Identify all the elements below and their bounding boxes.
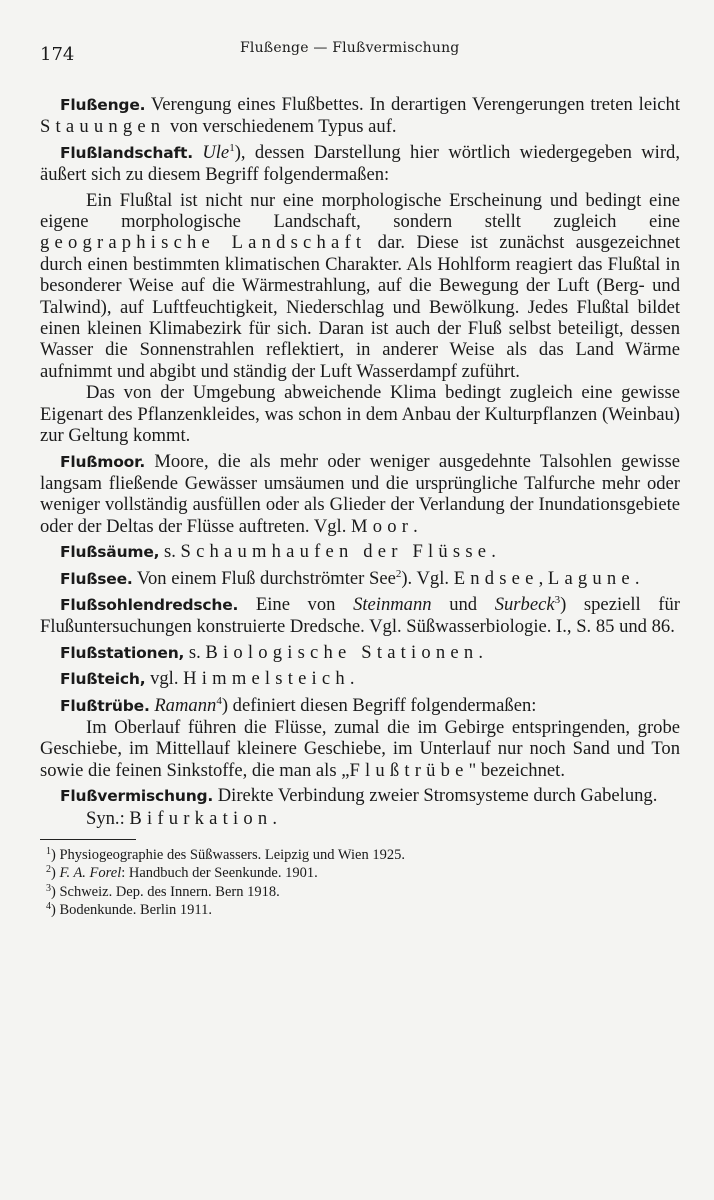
entry-term: Flußmoor. xyxy=(60,452,146,471)
footnote: $^2$) F. A. Forel: Handbuch der Seenkunde. 1901. xyxy=(46,864,318,882)
entry-term: Flußsäume, xyxy=(60,543,160,562)
author-name: Steinmann xyxy=(353,593,432,615)
footnote-ref: 4 xyxy=(216,694,222,707)
page-number: 174 xyxy=(40,44,75,65)
entry-term: Flußsohlendredsche. xyxy=(60,595,239,614)
entry-flussmoor: Flußmoor. Moore, die als mehr oder weniger ausgedehnte Talsohlen gewisse langsam fließende Gewässer umsäumen und die ursprüngliche Talfurche mehr oder weniger vollständig ausfüllen oder als Glieder der Verlandung der Inundationsgebiete oder der Deltas der Flüsse auftreten. Vgl. Moor. xyxy=(40,450,680,537)
running-title: Flußenge — Flußvermischung xyxy=(240,40,460,56)
author-name: Surbeck xyxy=(494,593,555,615)
footnote: $^4$) Bodenkunde. Berlin 1911. xyxy=(46,901,212,919)
entry-flusssaeume: Flußsäume, s. Schaumhaufen der Flüsse. xyxy=(60,541,496,563)
author-name: Ule xyxy=(202,141,230,163)
entry-flusssee: Flußsee. Von einem Fluß durchströmter See$^2$). Vgl. Endsee, Lagune. xyxy=(60,567,640,589)
entry-flussvermischung: Flußvermischung. Direkte Verbindung zweier Stromsysteme durch Gabelung. xyxy=(60,785,658,807)
entry-flusssohlendredsche: Flußsohlendredsche. Eine von Steinmann und Surbeck$^3$) speziell für Flußuntersuchungen konstruierte Dredsche. Vgl. Süßwasserbiologie. I., S. 85 und 86. xyxy=(40,593,680,638)
footnote-ref: 1 xyxy=(229,141,235,154)
entry-term: Flußtrübe. xyxy=(60,696,150,715)
quote-paragraph: Das von der Umgebung abweichende Klima bedingt zugleich eine gewisse Eigenart des Pflanzenkleides, was schon in dem Anbau der Kulturpflanzen (Weinbau) zur Geltung kommt. xyxy=(40,382,680,447)
entry-term: Flußstationen, xyxy=(60,643,185,662)
footnotes xyxy=(40,846,680,920)
quote-paragraph: Ein Flußtal ist nicht nur eine morphologische Erscheinung und bedingt eine eigene morphologische Landschaft, sondern stellt zugleich eine geographische Landschaft dar. Diese ist zunächst ausgezeichnet durch einen bestimmten klimatischen Charakter. Als Hohlform reagiert das Flußtal in besonderer Weise auf die Wärmestrahlung, auf die Bewegung der Luft (Berg- und Talwind), auf Luftfeuchtigkeit, Niederschlag und Bewölkung. Jedes Flußtal bildet einen kleinen Klimabezirk für sich. Daran ist auch der Fluß selbst beteiligt, dessen Wasser die Sonnenstrahlen reflektiert, in anderer Weise als das Land Wärme aufnimmt und abgibt und ständig der Luft Wasserdampf zuführt. xyxy=(40,189,680,382)
synonym-line: Syn.: Bifurkation. xyxy=(86,807,277,829)
footnote: $^3$) Schweiz. Dep. des Innern. Bern 1918. xyxy=(46,882,280,900)
entry-term: Flußsee. xyxy=(60,569,133,588)
footnote-ref: 2 xyxy=(395,567,402,580)
running-head xyxy=(40,38,680,68)
entry-flussenge: Flußenge. Verengung eines Flußbettes. In derartigen Verengerungen treten leicht Stauungen von verschiedenem Typus auf. xyxy=(40,94,680,138)
footnote-divider xyxy=(40,839,136,840)
author-name: Ramann xyxy=(154,694,217,716)
quote-paragraph: Im Oberlauf führen die Flüsse, zumal die im Gebirge entspringenden, grobe Geschiebe, im Mittellauf kleinere Geschiebe, im Unterlauf nur noch Sand und Ton sowie die feinen Sinkstoffe, die man als „Flußtrübe" bezeichnet. xyxy=(40,716,680,781)
entry-flusslandschaft: Flußlandschaft. Ule$^1$), dessen Darstellung hier wörtlich wiedergegeben wird, äußert sich zu diesem Begriff folgendermaßen: xyxy=(40,141,680,186)
entry-term: Flußlandschaft. xyxy=(60,143,193,162)
entry-flussteich: Flußteich, vgl. Himmelsteich. xyxy=(60,668,355,690)
entry-flusstruebe: Flußtrübe. Ramann$^4$) definiert diesen Begriff folgendermaßen: xyxy=(60,694,537,716)
entry-term: Flußteich, xyxy=(60,670,146,689)
footnote: $^1$) Physiogeographie des Süßwassers. Leipzig und Wien 1925. xyxy=(46,846,405,863)
entry-term: Flußenge. xyxy=(60,96,146,114)
entry-flussstationen: Flußstationen, s. Biologische Stationen. xyxy=(60,641,483,663)
footnote-ref: 3 xyxy=(554,593,561,606)
body-text xyxy=(40,94,680,829)
entry-term: Flußvermischung. xyxy=(60,787,214,806)
